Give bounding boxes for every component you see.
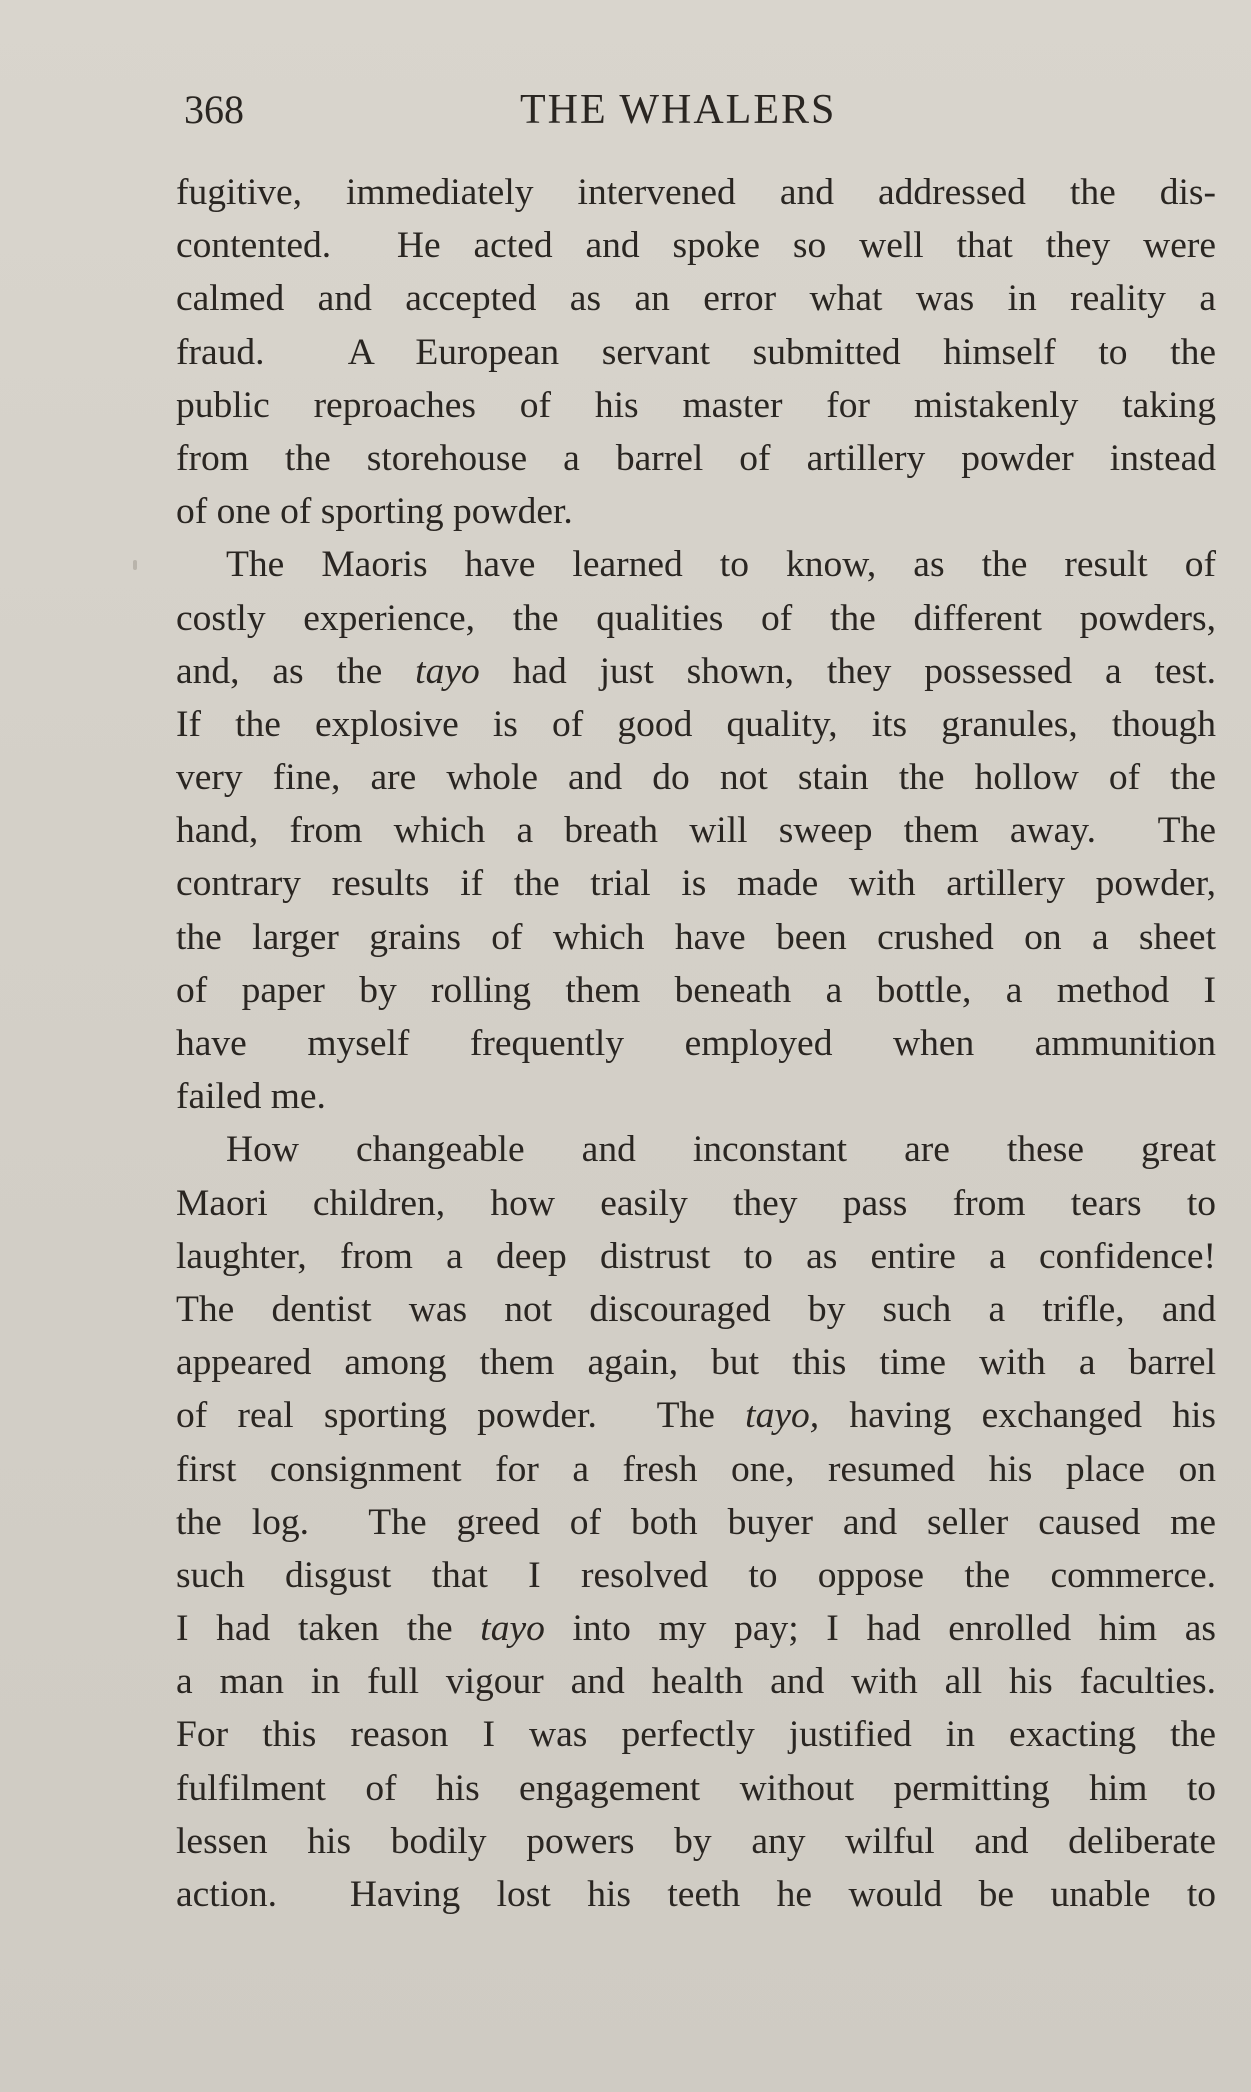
text-run: fulfilment of his engagement without permitting him to: [176, 1767, 1216, 1809]
text-run: failed me.: [176, 1076, 326, 1118]
text-line: [176, 538, 1216, 591]
text-run: I had taken the: [176, 1608, 481, 1650]
text-line: [176, 166, 1216, 219]
text-line: [176, 219, 1216, 272]
paper-blemish: [133, 560, 137, 570]
text-run: If the explosive is of good quality, its granules, though: [176, 703, 1216, 745]
text-run: hand, from which a breath will sweep them away. The: [176, 810, 1216, 852]
text-line: [176, 1868, 1216, 1921]
text-line: [176, 1655, 1216, 1708]
text-run: very fine, are whole and do not stain the hollow of the: [176, 757, 1216, 799]
text-line: [176, 1070, 1216, 1123]
italic-word: tayo,: [745, 1395, 820, 1437]
text-run: and, as the: [176, 650, 416, 692]
text-run: from the storehouse a barrel of artillery powder instead: [176, 437, 1216, 479]
text-run: such disgust that I resolved to oppose the commerce.: [176, 1554, 1216, 1596]
text-line: [176, 1708, 1216, 1761]
text-line: [176, 592, 1216, 645]
text-run: laughter, from a deep distrust to as entire a confidence!: [176, 1235, 1216, 1277]
text-run: Maori children, how easily they pass from tears to: [176, 1182, 1216, 1224]
page-number: 368: [184, 87, 244, 132]
text-run: costly experience, the qualities of the different powders,: [176, 597, 1216, 639]
text-line: [176, 1230, 1216, 1283]
text-run: fraud. A European servant submitted himself to the: [176, 331, 1216, 373]
text-run: The Maoris have learned to know, as the result of: [226, 544, 1216, 586]
text-run: lessen his bodily powers by any wilful and deliberate: [176, 1820, 1216, 1862]
text-run: of one of sporting powder.: [176, 491, 573, 533]
text-run: calmed and accepted as an error what was in reality a: [176, 278, 1216, 320]
text-run: appeared among them again, but this time with a barrel: [176, 1342, 1216, 1384]
text-line: [176, 326, 1216, 379]
text-line: [176, 857, 1216, 910]
text-run: the log. The greed of both buyer and seller caused me: [176, 1501, 1216, 1543]
italic-word: tayo: [415, 650, 480, 692]
text-line: [176, 1762, 1216, 1815]
text-line: [176, 1177, 1216, 1230]
text-run: The dentist was not discouraged by such a trifle, and: [176, 1288, 1216, 1330]
text-line: [176, 1443, 1216, 1496]
text-line: [176, 1123, 1216, 1176]
text-line: [176, 1336, 1216, 1389]
text-run: into my pay; I had enrolled him as: [544, 1608, 1216, 1650]
text-line: [176, 964, 1216, 1017]
text-line: [176, 911, 1216, 964]
text-line: [176, 645, 1216, 698]
text-run: had just shown, they possessed a test.: [479, 650, 1216, 692]
running-title: THE WHALERS: [520, 87, 837, 133]
text-line: [176, 432, 1216, 485]
text-run: contrary results if the trial is made with artillery powder,: [176, 863, 1216, 905]
text-run: For this reason I was perfectly justified in exacting the: [176, 1714, 1216, 1756]
text-line: [176, 804, 1216, 857]
text-line: [176, 698, 1216, 751]
text-run: first consignment for a fresh one, resumed his place on: [176, 1448, 1216, 1490]
body-text: [176, 166, 1216, 1921]
text-line: [176, 1283, 1216, 1336]
text-run: having exchanged his: [819, 1395, 1216, 1437]
text-run: public reproaches of his master for mistakenly taking: [176, 384, 1216, 426]
text-run: How changeable and inconstant are these great: [226, 1129, 1216, 1171]
text-run: have myself frequently employed when ammunition: [176, 1023, 1216, 1064]
text-line: [176, 1496, 1216, 1549]
text-line: [176, 272, 1216, 325]
text-line: [176, 485, 1216, 538]
text-run: of real sporting powder. The: [176, 1395, 746, 1437]
text-line: [176, 1017, 1216, 1070]
text-run: fugitive, immediately intervened and addressed the dis-: [176, 172, 1216, 213]
text-line: [176, 1389, 1216, 1442]
text-line: [176, 1549, 1216, 1602]
text-run: the larger grains of which have been crushed on a sheet: [176, 916, 1216, 958]
text-line: [176, 751, 1216, 804]
text-line: [176, 1602, 1216, 1655]
italic-word: tayo: [480, 1608, 545, 1650]
text-run: of paper by rolling them beneath a bottle, a method I: [176, 969, 1216, 1011]
text-run: a man in full vigour and health and with all his faculties.: [176, 1661, 1216, 1703]
page-header: [180, 80, 1220, 140]
text-line: [176, 1815, 1216, 1868]
text-line: [176, 379, 1216, 432]
text-run: contented. He acted and spoke so well that they were: [176, 225, 1216, 267]
text-run: action. Having lost his teeth he would be unable to: [176, 1874, 1216, 1915]
